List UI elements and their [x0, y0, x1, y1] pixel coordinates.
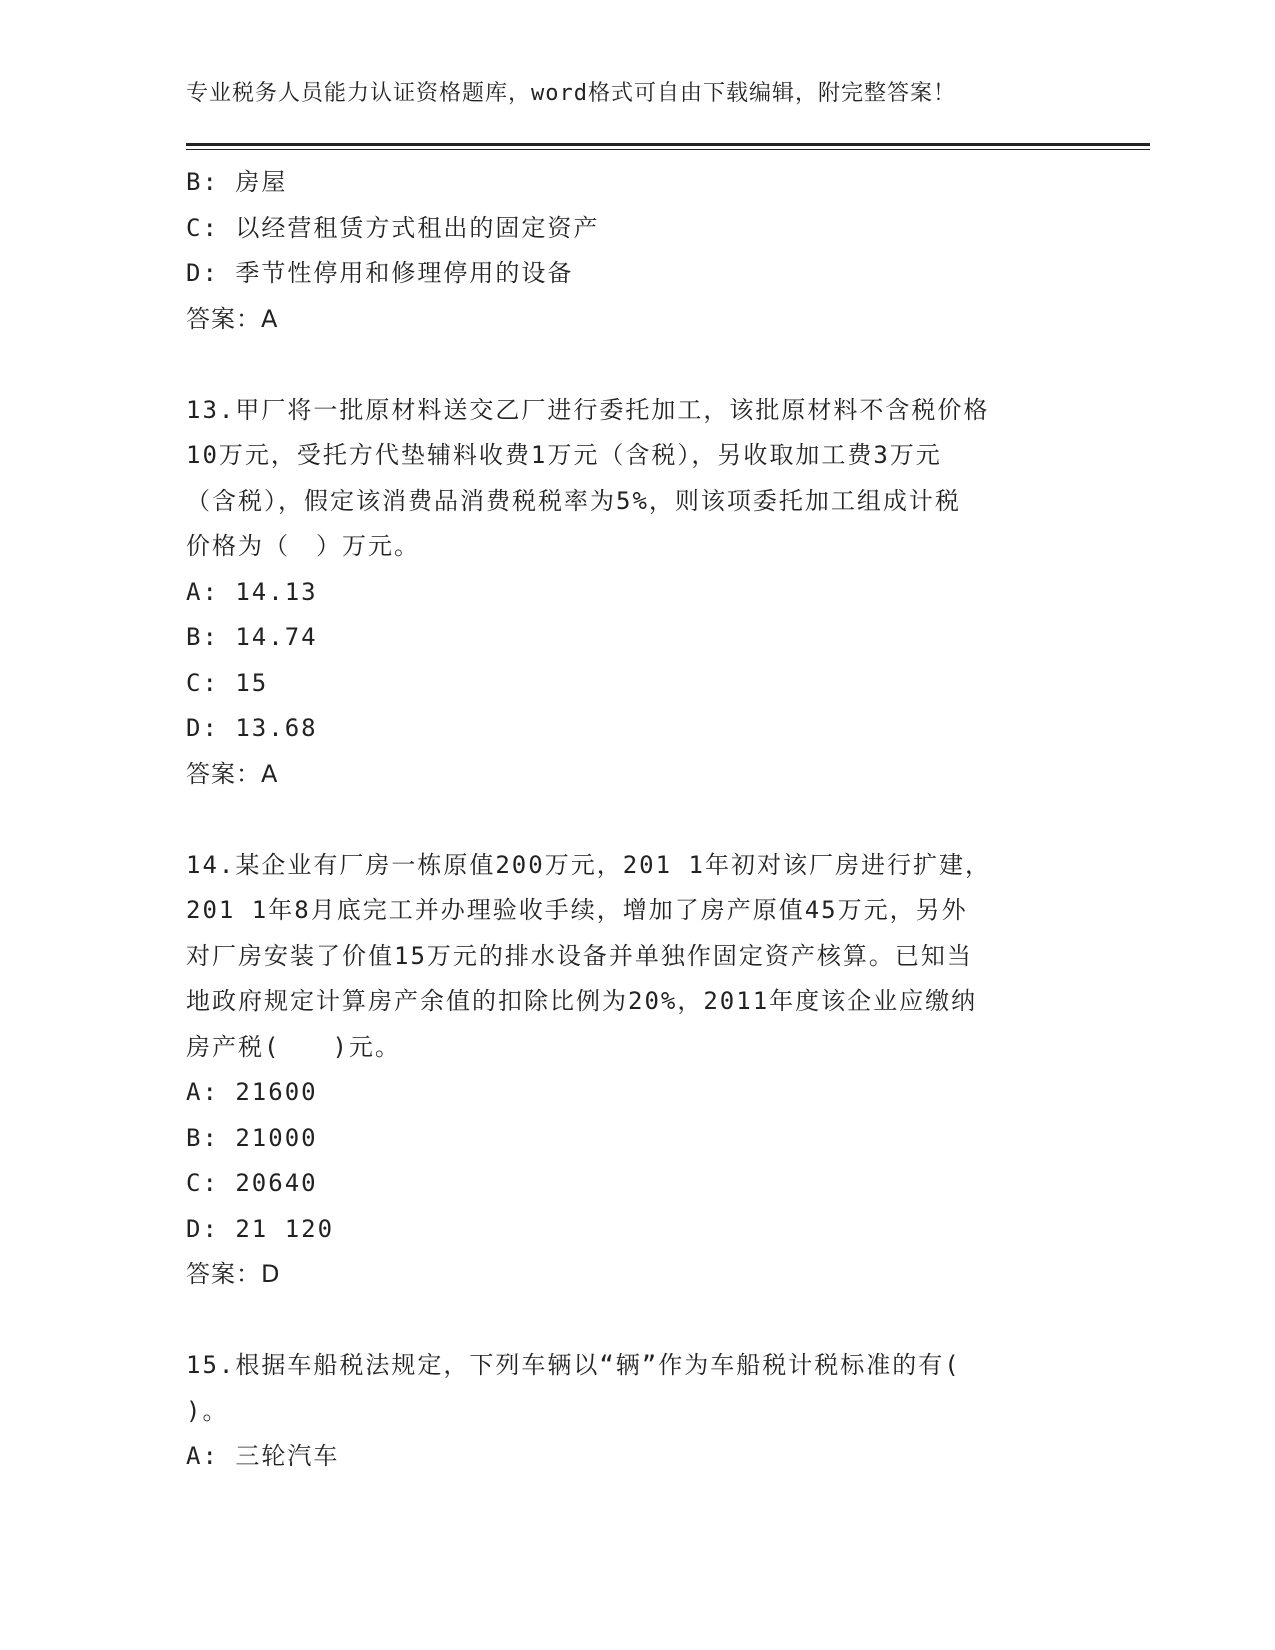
answer: 答案：A — [186, 304, 279, 333]
question-stem-line: （含税），假定该消费品消费税税率为5%，则该项委托加工组成计税 — [186, 486, 961, 515]
option-c: C: 20640 — [186, 1169, 318, 1197]
question-13 — [186, 388, 1066, 798]
page-header: 专业税务人员能力认证资格题库，word格式可自由下载编辑，附完整答案！ — [186, 81, 956, 106]
question-stem-line: 对厂房安装了价值15万元的排水设备并单独作固定资产核算。已知当 — [186, 941, 973, 970]
option-c: C: 以经营租赁方式租出的固定资产 — [186, 213, 600, 242]
option-d: D: 季节性停用和修理停用的设备 — [186, 259, 574, 287]
question-stem-line: 10万元，受托方代垫辅料收费1万元（含税），另收取加工费3万元 — [186, 441, 942, 469]
option-a: A: 21600 — [186, 1078, 318, 1106]
question-stem-line: 房产税( )元。 — [186, 1032, 401, 1061]
document-body — [186, 160, 1066, 1480]
option-d: D: 13.68 — [186, 714, 318, 742]
option-b: B: 14.74 — [186, 623, 318, 651]
answer: 答案：A — [186, 759, 279, 788]
question-15 — [186, 1343, 1066, 1480]
question-stem-line: 15.根据车船税法规定，下列车辆以“辆”作为车船税计税标准的有( — [186, 1351, 961, 1379]
option-c: C: 15 — [186, 668, 269, 697]
option-b: B: 房屋 — [186, 168, 288, 196]
question-14 — [186, 843, 1066, 1298]
question-stem-line: 201 1年8月底完工并办理验收手续，增加了房产原值45万元，另外 — [186, 896, 968, 924]
question-stem-line: 地政府规定计算房产余值的扣除比例为20%，2011年度该企业应缴纳 — [186, 987, 978, 1015]
option-a: A: 14.13 — [186, 577, 318, 606]
question-stem-line: 价格为（ ）万元。 — [186, 532, 420, 560]
question-stem-line: 13.甲厂将一批原材料送交乙厂进行委托加工，该批原材料不含税价格 — [186, 395, 990, 424]
question-stem-line: 14.某企业有厂房一栋原值200万元，201 1年初对该厂房进行扩建， — [186, 850, 991, 879]
header-divider — [186, 143, 1150, 150]
option-a: A: 三轮汽车 — [186, 1442, 340, 1470]
option-d: D: 21 120 — [186, 1214, 335, 1243]
answer: 答案：D — [186, 1260, 281, 1288]
option-b: B: 21000 — [186, 1123, 318, 1152]
question-stem-line: )。 — [186, 1396, 229, 1425]
question-12-tail — [186, 160, 1066, 342]
